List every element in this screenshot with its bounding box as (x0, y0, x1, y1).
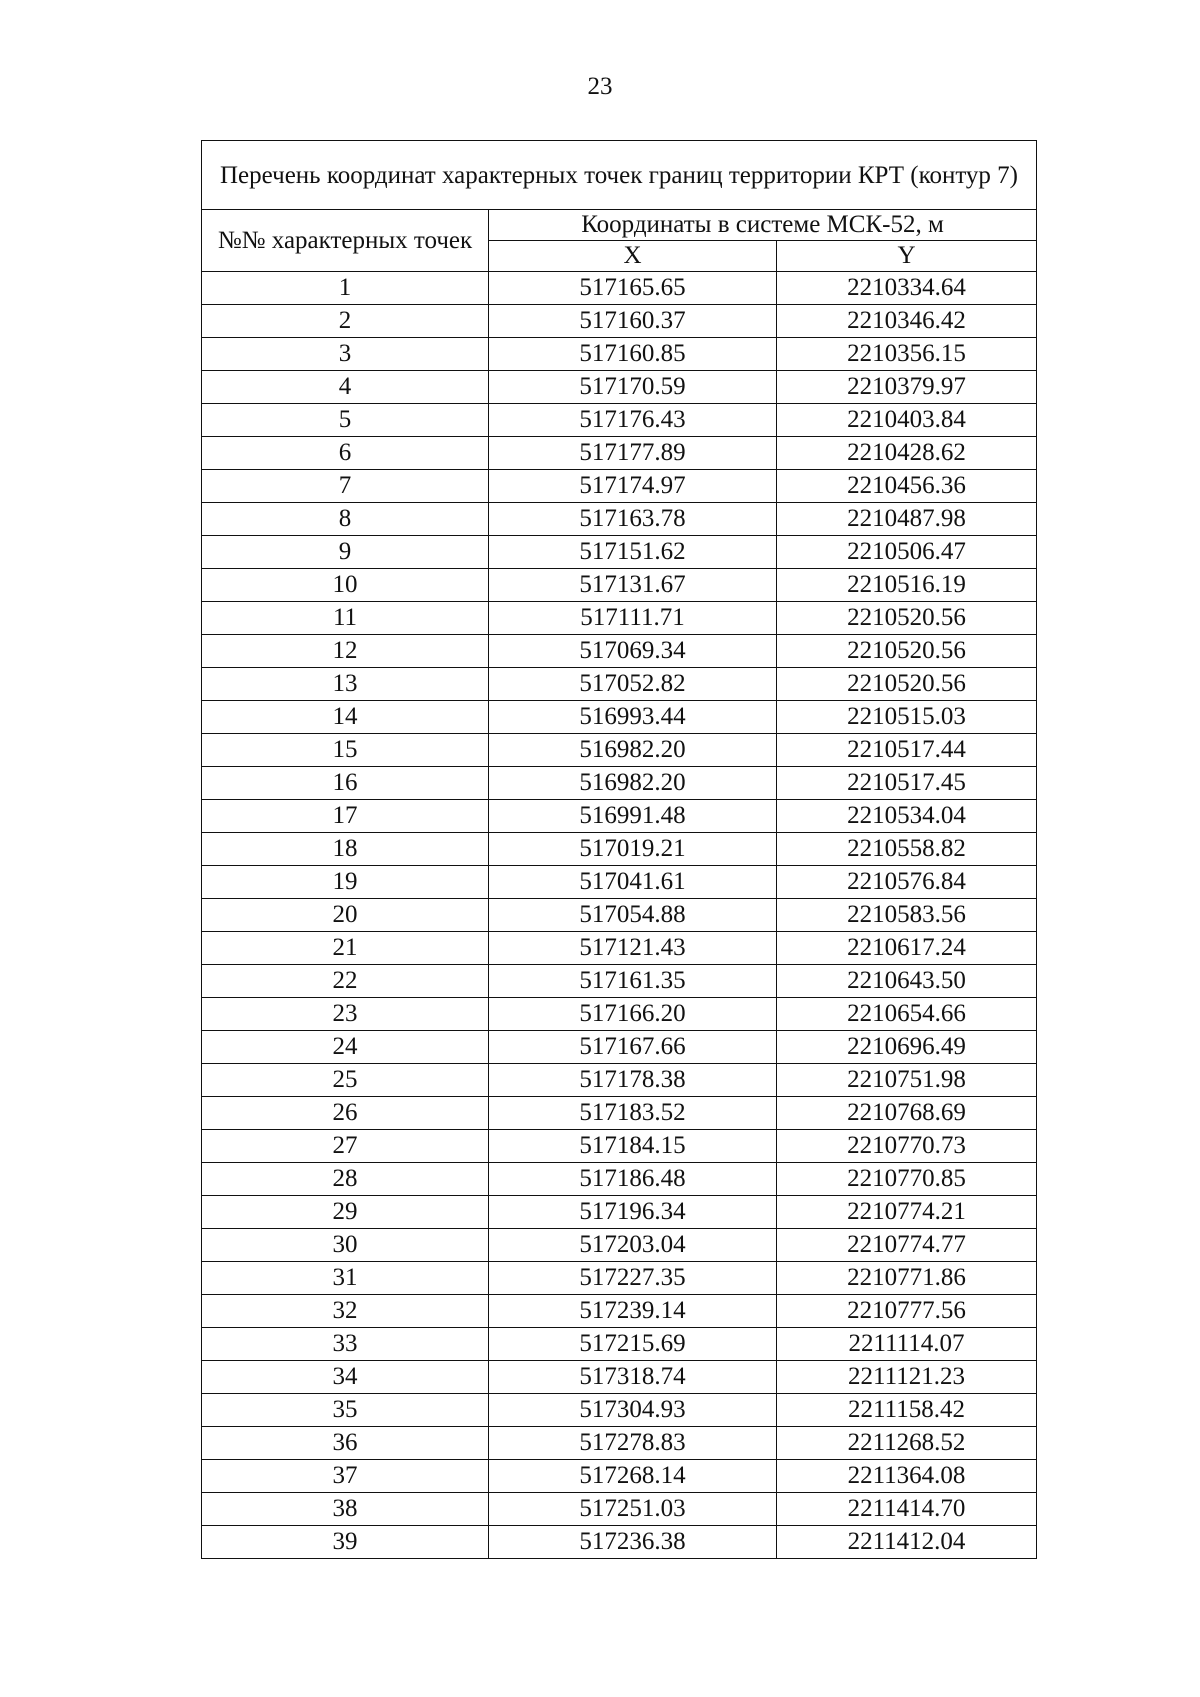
table-row (202, 1163, 1037, 1196)
x-coordinate-cell: 517178.38 (489, 1064, 777, 1097)
table-row (202, 965, 1037, 998)
y-coordinate-cell: 2210506.47 (777, 536, 1037, 569)
x-coordinate-cell: 517227.35 (489, 1262, 777, 1295)
point-number-cell: 31 (202, 1262, 489, 1295)
x-coordinate-cell: 517165.65 (489, 272, 777, 305)
x-coordinate-cell: 517121.43 (489, 932, 777, 965)
x-coordinate-cell: 517052.82 (489, 668, 777, 701)
y-column-header: Y (777, 241, 1037, 272)
table-row (202, 866, 1037, 899)
point-number-cell: 5 (202, 404, 489, 437)
y-coordinate-cell: 2210517.45 (777, 767, 1037, 800)
point-number-cell: 39 (202, 1526, 489, 1559)
y-coordinate-cell: 2210334.64 (777, 272, 1037, 305)
table-row (202, 635, 1037, 668)
x-coordinate-cell: 517239.14 (489, 1295, 777, 1328)
page-number: 23 (587, 73, 613, 100)
point-number-cell: 4 (202, 371, 489, 404)
table-row (202, 1328, 1037, 1361)
coordinates-table (201, 140, 1037, 1559)
y-coordinate-cell: 2210520.56 (777, 668, 1037, 701)
x-coordinate-cell: 517251.03 (489, 1493, 777, 1526)
y-coordinate-cell: 2210751.98 (777, 1064, 1037, 1097)
table-row (202, 305, 1037, 338)
point-number-cell: 32 (202, 1295, 489, 1328)
table-row (202, 1130, 1037, 1163)
table-row (202, 470, 1037, 503)
x-coordinate-cell: 516991.48 (489, 800, 777, 833)
x-coordinate-cell: 517186.48 (489, 1163, 777, 1196)
y-coordinate-cell: 2210487.98 (777, 503, 1037, 536)
table-row (202, 1526, 1037, 1559)
point-number-cell: 7 (202, 470, 489, 503)
table-row (202, 272, 1037, 305)
point-number-cell: 9 (202, 536, 489, 569)
table-row (202, 932, 1037, 965)
table-row (202, 404, 1037, 437)
point-number-cell: 15 (202, 734, 489, 767)
x-coordinate-cell: 517054.88 (489, 899, 777, 932)
y-coordinate-cell: 2211414.70 (777, 1493, 1037, 1526)
point-number-cell: 28 (202, 1163, 489, 1196)
y-coordinate-cell: 2211121.23 (777, 1361, 1037, 1394)
x-coordinate-cell: 517177.89 (489, 437, 777, 470)
y-coordinate-cell: 2210520.56 (777, 602, 1037, 635)
table-row (202, 1427, 1037, 1460)
point-number-cell: 3 (202, 338, 489, 371)
x-coordinate-cell: 517151.62 (489, 536, 777, 569)
table-row (202, 1196, 1037, 1229)
table-row (202, 1361, 1037, 1394)
point-number-cell: 34 (202, 1361, 489, 1394)
point-number-cell: 30 (202, 1229, 489, 1262)
point-number-cell: 25 (202, 1064, 489, 1097)
point-number-cell: 13 (202, 668, 489, 701)
y-coordinate-cell: 2211268.52 (777, 1427, 1037, 1460)
x-coordinate-cell: 517166.20 (489, 998, 777, 1031)
point-number-cell: 20 (202, 899, 489, 932)
x-coordinate-cell: 517176.43 (489, 404, 777, 437)
table-row (202, 338, 1037, 371)
y-coordinate-cell: 2210403.84 (777, 404, 1037, 437)
table-row (202, 734, 1037, 767)
table-row (202, 833, 1037, 866)
table-row (202, 1064, 1037, 1097)
point-number-cell: 27 (202, 1130, 489, 1163)
point-number-cell: 33 (202, 1328, 489, 1361)
table-row (202, 536, 1037, 569)
point-number-cell: 11 (202, 602, 489, 635)
y-coordinate-cell: 2210517.44 (777, 734, 1037, 767)
table-body (202, 272, 1037, 1559)
point-number-cell: 37 (202, 1460, 489, 1493)
point-number-cell: 18 (202, 833, 489, 866)
x-coordinate-cell: 517163.78 (489, 503, 777, 536)
y-coordinate-cell: 2210346.42 (777, 305, 1037, 338)
point-number-cell: 24 (202, 1031, 489, 1064)
x-coordinate-cell: 517268.14 (489, 1460, 777, 1493)
y-coordinate-cell: 2210356.15 (777, 338, 1037, 371)
x-coordinate-cell: 517184.15 (489, 1130, 777, 1163)
point-number-header: №№ характерных точек (202, 210, 489, 272)
x-coordinate-cell: 517170.59 (489, 371, 777, 404)
y-coordinate-cell: 2210617.24 (777, 932, 1037, 965)
table-row (202, 1262, 1037, 1295)
point-number-cell: 17 (202, 800, 489, 833)
x-coordinate-cell: 517278.83 (489, 1427, 777, 1460)
point-number-cell: 19 (202, 866, 489, 899)
x-coordinate-cell: 517196.34 (489, 1196, 777, 1229)
y-coordinate-cell: 2210771.86 (777, 1262, 1037, 1295)
table-row (202, 437, 1037, 470)
point-number-cell: 14 (202, 701, 489, 734)
y-coordinate-cell: 2210774.21 (777, 1196, 1037, 1229)
point-number-cell: 6 (202, 437, 489, 470)
table-row (202, 371, 1037, 404)
table-row (202, 569, 1037, 602)
point-number-cell: 35 (202, 1394, 489, 1427)
x-coordinate-cell: 517041.61 (489, 866, 777, 899)
y-coordinate-cell: 2210696.49 (777, 1031, 1037, 1064)
x-coordinate-cell: 517167.66 (489, 1031, 777, 1064)
y-coordinate-cell: 2210777.56 (777, 1295, 1037, 1328)
x-coordinate-cell: 517160.37 (489, 305, 777, 338)
x-coordinate-cell: 516982.20 (489, 767, 777, 800)
x-coordinate-cell: 517019.21 (489, 833, 777, 866)
coordinate-system-header: Координаты в системе МСК-52, м (489, 210, 1037, 241)
table-row (202, 1493, 1037, 1526)
x-coordinate-cell: 517069.34 (489, 635, 777, 668)
point-number-cell: 26 (202, 1097, 489, 1130)
y-coordinate-cell: 2211364.08 (777, 1460, 1037, 1493)
y-coordinate-cell: 2210456.36 (777, 470, 1037, 503)
y-coordinate-cell: 2210558.82 (777, 833, 1037, 866)
table-row (202, 701, 1037, 734)
point-number-cell: 22 (202, 965, 489, 998)
table-row (202, 1229, 1037, 1262)
y-coordinate-cell: 2210654.66 (777, 998, 1037, 1031)
x-coordinate-cell: 517131.67 (489, 569, 777, 602)
point-number-cell: 10 (202, 569, 489, 602)
point-number-cell: 29 (202, 1196, 489, 1229)
point-number-cell: 16 (202, 767, 489, 800)
table-title: Перечень координат характерных точек границ территории КРТ (контур 7) (202, 141, 1037, 210)
table-row (202, 800, 1037, 833)
x-column-header: X (489, 241, 777, 272)
table-row (202, 767, 1037, 800)
y-coordinate-cell: 2210770.73 (777, 1130, 1037, 1163)
y-coordinate-cell: 2210774.77 (777, 1229, 1037, 1262)
y-coordinate-cell: 2210428.62 (777, 437, 1037, 470)
point-number-cell: 12 (202, 635, 489, 668)
x-coordinate-cell: 517236.38 (489, 1526, 777, 1559)
x-coordinate-cell: 516993.44 (489, 701, 777, 734)
y-coordinate-cell: 2210515.03 (777, 701, 1037, 734)
x-coordinate-cell: 517215.69 (489, 1328, 777, 1361)
point-number-cell: 1 (202, 272, 489, 305)
point-number-cell: 23 (202, 998, 489, 1031)
y-coordinate-cell: 2210576.84 (777, 866, 1037, 899)
y-coordinate-cell: 2211114.07 (777, 1328, 1037, 1361)
x-coordinate-cell: 517160.85 (489, 338, 777, 371)
table-row (202, 899, 1037, 932)
point-number-cell: 36 (202, 1427, 489, 1460)
point-number-cell: 21 (202, 932, 489, 965)
y-coordinate-cell: 2210379.97 (777, 371, 1037, 404)
y-coordinate-cell: 2210520.56 (777, 635, 1037, 668)
y-coordinate-cell: 2210643.50 (777, 965, 1037, 998)
table-row (202, 1295, 1037, 1328)
y-coordinate-cell: 2210583.56 (777, 899, 1037, 932)
x-coordinate-cell: 517304.93 (489, 1394, 777, 1427)
table-row (202, 602, 1037, 635)
x-coordinate-cell: 517161.35 (489, 965, 777, 998)
y-coordinate-cell: 2210534.04 (777, 800, 1037, 833)
x-coordinate-cell: 517174.97 (489, 470, 777, 503)
table-row (202, 668, 1037, 701)
x-coordinate-cell: 517318.74 (489, 1361, 777, 1394)
table-row (202, 503, 1037, 536)
point-number-cell: 38 (202, 1493, 489, 1526)
point-number-cell: 2 (202, 305, 489, 338)
table-row (202, 1394, 1037, 1427)
x-coordinate-cell: 517183.52 (489, 1097, 777, 1130)
point-number-cell: 8 (202, 503, 489, 536)
table-row (202, 1097, 1037, 1130)
table-row (202, 1031, 1037, 1064)
table-title-row (202, 141, 1037, 210)
y-coordinate-cell: 2210768.69 (777, 1097, 1037, 1130)
y-coordinate-cell: 2210770.85 (777, 1163, 1037, 1196)
x-coordinate-cell: 516982.20 (489, 734, 777, 767)
table-row (202, 1460, 1037, 1493)
y-coordinate-cell: 2211158.42 (777, 1394, 1037, 1427)
table-header-row (202, 210, 1037, 241)
x-coordinate-cell: 517203.04 (489, 1229, 777, 1262)
table-row (202, 998, 1037, 1031)
y-coordinate-cell: 2211412.04 (777, 1526, 1037, 1559)
y-coordinate-cell: 2210516.19 (777, 569, 1037, 602)
x-coordinate-cell: 517111.71 (489, 602, 777, 635)
